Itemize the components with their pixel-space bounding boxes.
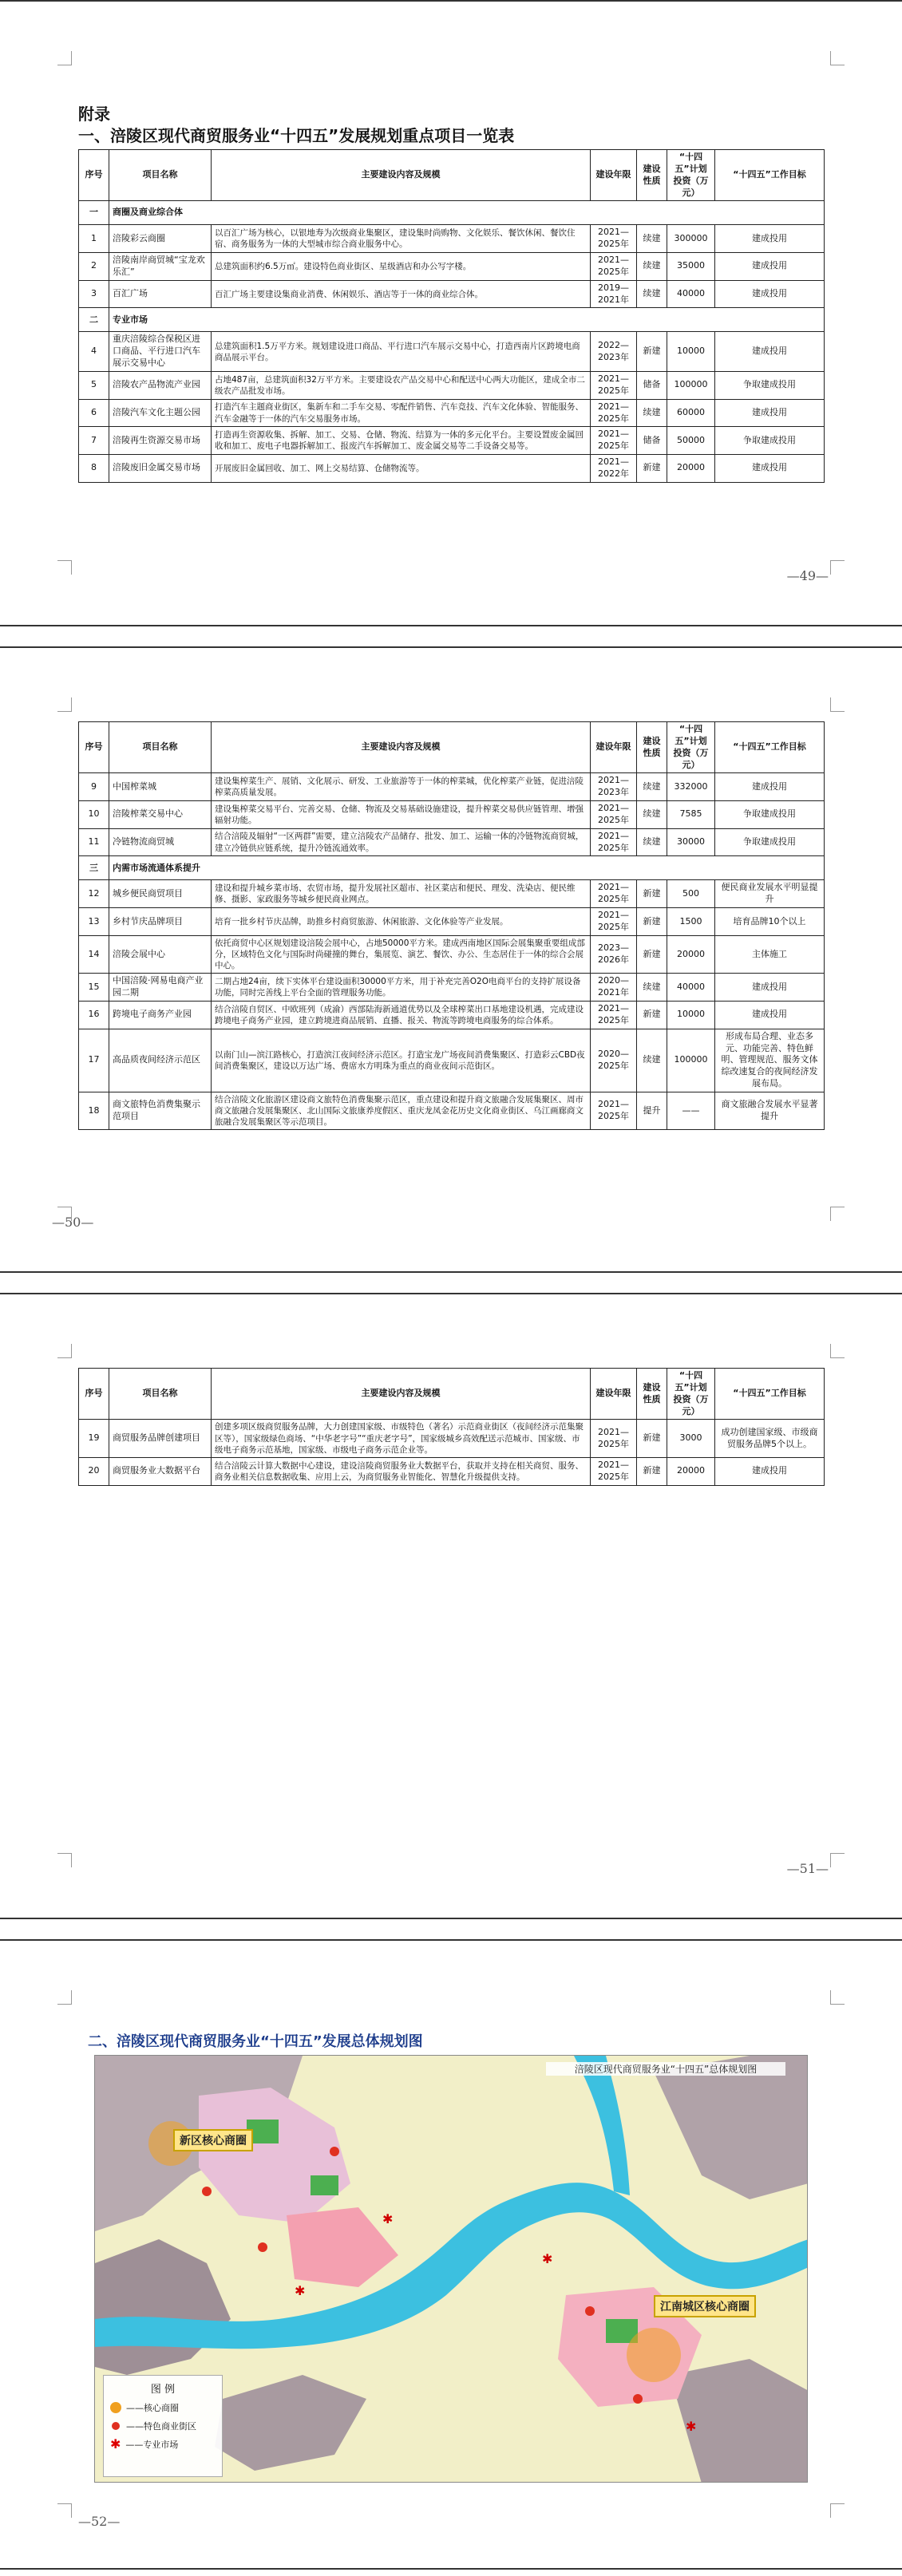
planned-investment: 20000: [667, 1457, 715, 1485]
project-description: 建设集榨菜交易平台、完善交易、仓储、物流及交易基础设施建设，提升榨菜交易供应链管理、增强辐射功能。: [212, 801, 591, 829]
work-goal: 争取建成投用: [715, 371, 825, 399]
project-name: 涪陵汽车文化主题公园: [109, 399, 212, 427]
row-number: 15: [79, 974, 109, 1002]
build-type: 续建: [637, 801, 667, 829]
table-row: [79, 427, 825, 455]
project-name: 涪陵榨菜交易中心: [109, 801, 212, 829]
table-row: [79, 908, 825, 936]
build-years: 2023—2026年: [591, 935, 637, 974]
planned-investment: 20000: [667, 455, 715, 483]
project-description: 总建筑面积1.5万平方米。规划建设进口商品、平行进口汽车展示交易中心，打造西南片区跨境电商商品展示平台。: [212, 332, 591, 372]
crop-mark: [830, 697, 845, 712]
work-goal: 建成投用: [715, 773, 825, 801]
project-description: 建设集榨菜生产、展销、文化展示、研发、工业旅游等于一体的榨菜城，优化榨菜产业链，促进涪陵榨菜高质量发展。: [212, 773, 591, 801]
table-header: [79, 722, 825, 773]
build-years: 2019—2021年: [591, 280, 637, 308]
build-years: 2020—2021年: [591, 974, 637, 1002]
project-description: 打造再生资源收集、拆解、加工、交易、仓储、物流、结算为一体的多元化平台。主要设置废金属回收和加工、废电子电器拆解加工、报废汽车拆解加工、废金属交易等二手设备交易等。: [212, 427, 591, 455]
build-years: 2021—2025年: [591, 1002, 637, 1029]
planning-map: [94, 2055, 808, 2483]
row-number: 11: [79, 828, 109, 856]
project-description: 结合涪陵文化旅游区建设商文旅特色消费集聚示范区，重点建设和提升商文旅融合发展集聚区、周市商文旅融合发展集聚区、北山国际文旅康养度假区、重庆龙凤金花历史文化商业街区、乌江画廊商文旅融合发展集聚区等示范项目。: [212, 1092, 591, 1130]
project-description: 二期占地24亩，续下实体平台建设面积30000平方米，用于补充完善O2O电商平台的支持扩展设备功能，同时完善线上平台全面的管理服务功能。: [212, 974, 591, 1002]
header-cell: “十四五”工作目标: [715, 1369, 825, 1420]
crop-mark: [830, 2503, 845, 2518]
row-number: 4: [79, 332, 109, 372]
header-cell: 项目名称: [109, 150, 212, 201]
work-goal: 便民商业发展水平明显提升: [715, 880, 825, 908]
work-goal: 建成投用: [715, 455, 825, 483]
planned-investment: 35000: [667, 253, 715, 281]
build-years: 2020—2025年: [591, 1029, 637, 1092]
row-number: 12: [79, 880, 109, 908]
work-goal: 培育品牌10个以上: [715, 908, 825, 936]
project-description: 培育一批乡村节庆品牌，助推乡村商贸旅游、休闲旅游、文化体验等产业发展。: [212, 908, 591, 936]
crop-mark: [57, 1344, 72, 1358]
table-row: [79, 935, 825, 974]
build-type: 提升: [637, 1092, 667, 1130]
work-goal: 建成投用: [715, 280, 825, 308]
build-type: 续建: [637, 280, 667, 308]
work-goal: 建成投用: [715, 225, 825, 253]
section-row: [79, 856, 825, 880]
header-cell: “十四五”计划投资（万元）: [667, 722, 715, 773]
build-type: 新建: [637, 908, 667, 936]
build-type: 新建: [637, 880, 667, 908]
project-name: 中国涪陵·网易电商产业园二期: [109, 974, 212, 1002]
header-cell: 项目名称: [109, 722, 212, 773]
project-description: 总建筑面积约6.5万㎡。建设特色商业街区、星级酒店和办公写字楼。: [212, 253, 591, 281]
header-cell: “十四五”工作目标: [715, 722, 825, 773]
table-row: [79, 1029, 825, 1092]
row-number: 6: [79, 399, 109, 427]
section-number: 三: [79, 856, 109, 880]
crop-mark: [57, 1853, 72, 1867]
project-name: 涪陵再生资源交易市场: [109, 427, 212, 455]
crop-mark: [830, 1990, 845, 2005]
row-number: 19: [79, 1420, 109, 1458]
core-circle-south: [627, 2328, 681, 2382]
core-circle-icon: [110, 2402, 121, 2413]
street-marker: [202, 2187, 212, 2196]
market-marker: ✱: [542, 2251, 553, 2266]
header-cell: “十四五”工作目标: [715, 150, 825, 201]
table-row: [79, 1092, 825, 1130]
planned-investment: 332000: [667, 773, 715, 801]
build-type: 储备: [637, 427, 667, 455]
header-cell: 建设年限: [591, 150, 637, 201]
appendix-label: 附录: [78, 105, 110, 124]
build-years: 2021—2025年: [591, 1457, 637, 1485]
row-number: 20: [79, 1457, 109, 1485]
project-name: 中国榨菜城: [109, 773, 212, 801]
header-cell: “十四五”计划投资（万元）: [667, 150, 715, 201]
table-header: [79, 1369, 825, 1420]
street-dot-icon: [112, 2422, 120, 2430]
build-years: 2021—2025年: [591, 1092, 637, 1130]
page-number: —50—: [52, 1215, 94, 1230]
header-cell: 序号: [79, 722, 109, 773]
legend-item-market: [110, 2438, 216, 2451]
header-cell: 项目名称: [109, 1369, 212, 1420]
project-name: 百汇广场: [109, 280, 212, 308]
build-type: 续建: [637, 253, 667, 281]
project-name: 跨境电子商务产业园: [109, 1002, 212, 1029]
header-cell: 建设年限: [591, 722, 637, 773]
page-49: [0, 0, 902, 626]
page-number: —51—: [786, 1861, 829, 1876]
crop-mark: [57, 1990, 72, 2005]
header-cell: 主要建设内容及规模: [212, 150, 591, 201]
build-type: 新建: [637, 455, 667, 483]
work-goal: 争取建成投用: [715, 828, 825, 856]
row-number: 2: [79, 253, 109, 281]
build-type: 续建: [637, 225, 667, 253]
table-body: [79, 773, 825, 1130]
project-table-3: [78, 1368, 825, 1486]
table-row: [79, 399, 825, 427]
header-cell: 建设性质: [637, 1369, 667, 1420]
page-50: [0, 646, 902, 1273]
planned-investment: 10000: [667, 332, 715, 372]
project-name: 商文旅特色消费集聚示范项目: [109, 1092, 212, 1130]
row-number: 17: [79, 1029, 109, 1092]
row-number: 5: [79, 371, 109, 399]
callout-new-core: 新区核心商圈: [173, 2129, 253, 2151]
build-type: 新建: [637, 1457, 667, 1485]
build-type: 新建: [637, 332, 667, 372]
table-row: [79, 371, 825, 399]
street-marker: [258, 2242, 267, 2252]
work-goal: 建成投用: [715, 974, 825, 1002]
planned-investment: 40000: [667, 280, 715, 308]
header-cell: 建设性质: [637, 722, 667, 773]
map-title: 涪陵区现代商贸服务业“十四五”总体规划图: [546, 2062, 785, 2076]
header-cell: 主要建设内容及规模: [212, 722, 591, 773]
project-description: 结合涪陵云计算大数据中心建设，建设涪陵商贸服务业大数据平台，获取并支持在相关商贸、服务、商务业相关信息数据收集、应用上云，为商贸服务业智能化、智慧化升级提供支持。: [212, 1457, 591, 1485]
row-number: 8: [79, 455, 109, 483]
planned-investment: 50000: [667, 427, 715, 455]
build-years: 2021—2025年: [591, 225, 637, 253]
build-type: 新建: [637, 1002, 667, 1029]
planned-investment: 500: [667, 880, 715, 908]
crop-mark: [57, 697, 72, 712]
table-row: [79, 1420, 825, 1458]
build-years: 2021—2025年: [591, 908, 637, 936]
project-description: 依托商贸中心区规划建设涪陵会展中心，占地50000平方米。建成西南地区国际会展集聚重要组成部分，区域特色文化与国际时尚碰撞的舞台，集展览、演艺、餐饮、办公、生态居住于一体的综合会展中心。: [212, 935, 591, 974]
work-goal: 形成布局合理、业态多元、功能完善、特色鲜明、管理规范、服务文体综改速复合的夜间经济发展布局。: [715, 1029, 825, 1092]
street-marker: [633, 2394, 643, 2404]
build-years: 2021—2025年: [591, 253, 637, 281]
table-body: [79, 201, 825, 482]
planned-investment: 30000: [667, 828, 715, 856]
build-years: 2021—2022年: [591, 455, 637, 483]
build-years: 2021—2025年: [591, 828, 637, 856]
project-description: 占地487亩，总建筑面积32万平方米。主要建设农产品交易中心和配送中心两大功能区，建成全市二级农产品批发市场。: [212, 371, 591, 399]
table-row: [79, 880, 825, 908]
table-row: [79, 974, 825, 1002]
build-years: 2021—2025年: [591, 801, 637, 829]
street-marker: [585, 2306, 595, 2316]
table-row: [79, 280, 825, 308]
table-row: [79, 332, 825, 372]
project-description: 结合涪陵及辐射“一区两群”需要，建立涪陵农产品储存、批发、加工、运输一体的冷链物流商贸城，建立冷链供应链系统，提升冷链流通效率。: [212, 828, 591, 856]
table-row: [79, 828, 825, 856]
project-name: 商贸服务业大数据平台: [109, 1457, 212, 1485]
legend-label: ——专业市场: [125, 2440, 179, 2450]
planned-investment: 300000: [667, 225, 715, 253]
section-title-table: 一、涪陵区现代商贸服务业“十四五”发展规划重点项目一览表: [78, 126, 515, 145]
section-number: 二: [79, 308, 109, 332]
work-goal: 建成投用: [715, 253, 825, 281]
project-name: 乡村节庆品牌项目: [109, 908, 212, 936]
planned-investment: 100000: [667, 371, 715, 399]
table-row: [79, 801, 825, 829]
table-header: [79, 150, 825, 201]
project-description: 建设和提升城乡菜市场、农贸市场，提升发展社区超市、社区菜店和便民、理发、洗染店、便民维修、摄影、家政服务等城乡便民商业网点。: [212, 880, 591, 908]
project-name: 冷链物流商贸城: [109, 828, 212, 856]
crop-mark: [830, 560, 845, 575]
header-cell: 建设性质: [637, 150, 667, 201]
section-number: 一: [79, 201, 109, 225]
build-years: 2022—2023年: [591, 332, 637, 372]
legend-label: ——核心商圈: [126, 2403, 179, 2413]
table-row: [79, 1002, 825, 1029]
build-type: 续建: [637, 773, 667, 801]
market-marker: ✱: [295, 2283, 306, 2298]
legend-item-core: [110, 2401, 216, 2414]
work-goal: 建成投用: [715, 332, 825, 372]
table-row: [79, 225, 825, 253]
build-type: 续建: [637, 399, 667, 427]
build-years: 2021—2025年: [591, 880, 637, 908]
row-number: 13: [79, 908, 109, 936]
project-name: 涪陵废旧金属交易市场: [109, 455, 212, 483]
build-years: 2021—2025年: [591, 1420, 637, 1458]
legend-item-street: [110, 2420, 216, 2432]
legend-title: 图 例: [150, 2384, 176, 2396]
row-number: 14: [79, 935, 109, 974]
crop-mark: [830, 1853, 845, 1867]
project-description: 开展废旧金属回收、加工、网上交易结算、仓储物流等。: [212, 455, 591, 483]
table-row: [79, 1457, 825, 1485]
map-legend: [103, 2375, 223, 2477]
header-cell: 序号: [79, 1369, 109, 1420]
page-number: —52—: [78, 2514, 121, 2529]
build-type: 储备: [637, 371, 667, 399]
row-number: 7: [79, 427, 109, 455]
street-marker: [330, 2147, 339, 2156]
build-years: 2021—2025年: [591, 371, 637, 399]
section-name: 内需市场流通体系提升: [109, 856, 825, 880]
row-number: 9: [79, 773, 109, 801]
header-cell: 主要建设内容及规模: [212, 1369, 591, 1420]
crop-mark: [830, 1344, 845, 1358]
market-marker: ✱: [382, 2211, 394, 2226]
project-table-2: [78, 721, 825, 1130]
build-type: 新建: [637, 1420, 667, 1458]
planned-investment: ——: [667, 1092, 715, 1130]
work-goal: 建成投用: [715, 399, 825, 427]
crop-mark: [830, 1207, 845, 1221]
build-type: 续建: [637, 1029, 667, 1092]
project-description: 百汇广场主要建设集商业消费、休闲娱乐、酒店等于一体的商业综合体。: [212, 280, 591, 308]
project-description: 创建多项区级商贸服务品牌，大力创建国家级、市级特色（著名）示范商业街区（夜间经济示范集聚区等），国家级绿色商场、“中华老字号”“重庆老字号”，国家级城乡高效配送示范城市、国家级、市级电子商务示范基地，国家级、市级电子商务示范企业等。: [212, 1420, 591, 1458]
page-number: —49—: [786, 568, 829, 583]
project-name: 城乡便民商贸项目: [109, 880, 212, 908]
page-51: [0, 1293, 902, 1919]
project-description: 打造汽车主题商业街区，集新车和二手车交易、零配件销售、汽车竞技、汽车文化体验、智能服务、汽车金融等于一体的汽车交易服务市场。: [212, 399, 591, 427]
planned-investment: 3000: [667, 1420, 715, 1458]
header-cell: “十四五”计划投资（万元）: [667, 1369, 715, 1420]
market-marker: ✱: [686, 2419, 697, 2434]
planned-investment: 100000: [667, 1029, 715, 1092]
section-row: [79, 308, 825, 332]
row-number: 10: [79, 801, 109, 829]
work-goal: 成功创建国家级、市级商贸服务品牌5个以上。: [715, 1420, 825, 1458]
work-goal: 争取建成投用: [715, 427, 825, 455]
planned-investment: 10000: [667, 1002, 715, 1029]
planned-investment: 60000: [667, 399, 715, 427]
project-name: 重庆涪陵综合保税区进口商品、平行进口汽车展示交易中心: [109, 332, 212, 372]
crop-mark: [57, 560, 72, 575]
callout-south-core: 江南城区核心商圈: [654, 2295, 756, 2317]
work-goal: 争取建成投用: [715, 801, 825, 829]
project-name: 涪陵彩云商圈: [109, 225, 212, 253]
crop-mark: [57, 2503, 72, 2518]
asterisk-icon: ✱: [110, 2436, 121, 2452]
crop-mark: [57, 51, 72, 65]
section-name: 商圈及商业综合体: [109, 201, 825, 225]
header-cell: 建设年限: [591, 1369, 637, 1420]
planned-investment: 20000: [667, 935, 715, 974]
row-number: 16: [79, 1002, 109, 1029]
work-goal: 商文旅融合发展水平显著提升: [715, 1092, 825, 1130]
row-number: 3: [79, 280, 109, 308]
crop-mark: [830, 51, 845, 65]
project-description: 以南门山—滨江路核心，打造滨江夜间经济示范区。打造宝龙广场夜间消费集聚区、打造彩云CBD夜间消费集聚区，建设以万达广场、费席水方明珠为重点的商业夜间示范街区。: [212, 1029, 591, 1092]
green-space: [311, 2175, 338, 2195]
project-description: 结合涪陵自贸区、中欧班列（成渝）西部陆海新通道优势以及全球榨菜出口基地建设机遇，完成建设跨境电子商务产业园，建立跨境进商品展销、直播、报关、物流等跨境电商服务的综合体系。: [212, 1002, 591, 1029]
section-name: 专业市场: [109, 308, 825, 332]
project-description: 以百汇广场为核心，以银地寿为次级商业集聚区，建设集时尚购物、文化娱乐、餐饮休闲、餐饮住宿、商务服务为一体的大型城市综合商业服务中心。: [212, 225, 591, 253]
project-table-1: [78, 149, 825, 483]
project-name: 商贸服务品牌创建项目: [109, 1420, 212, 1458]
planned-investment: 7585: [667, 801, 715, 829]
header-cell: 序号: [79, 150, 109, 201]
planned-investment: 1500: [667, 908, 715, 936]
build-years: 2021—2023年: [591, 773, 637, 801]
build-type: 续建: [637, 974, 667, 1002]
project-name: 涪陵南岸商贸城“宝龙欢乐汇”: [109, 253, 212, 281]
build-years: 2021—2025年: [591, 427, 637, 455]
row-number: 18: [79, 1092, 109, 1130]
table-row: [79, 455, 825, 483]
table-row: [79, 773, 825, 801]
build-years: 2021—2025年: [591, 399, 637, 427]
project-name: 高品质夜间经济示范区: [109, 1029, 212, 1092]
section-row: [79, 201, 825, 225]
planned-investment: 40000: [667, 974, 715, 1002]
work-goal: 建成投用: [715, 1002, 825, 1029]
project-name: 涪陵农产品物流产业园: [109, 371, 212, 399]
work-goal: 建成投用: [715, 1457, 825, 1485]
row-number: 1: [79, 225, 109, 253]
build-type: 续建: [637, 828, 667, 856]
table-row: [79, 253, 825, 281]
table-body: [79, 1420, 825, 1485]
build-type: 新建: [637, 935, 667, 974]
legend-label: ——特色商业街区: [126, 2421, 196, 2432]
project-name: 涪陵会展中心: [109, 935, 212, 974]
section-title-map: 二、涪陵区现代商贸服务业“十四五”发展总体规划图: [88, 2033, 423, 2050]
work-goal: 主体施工: [715, 935, 825, 974]
